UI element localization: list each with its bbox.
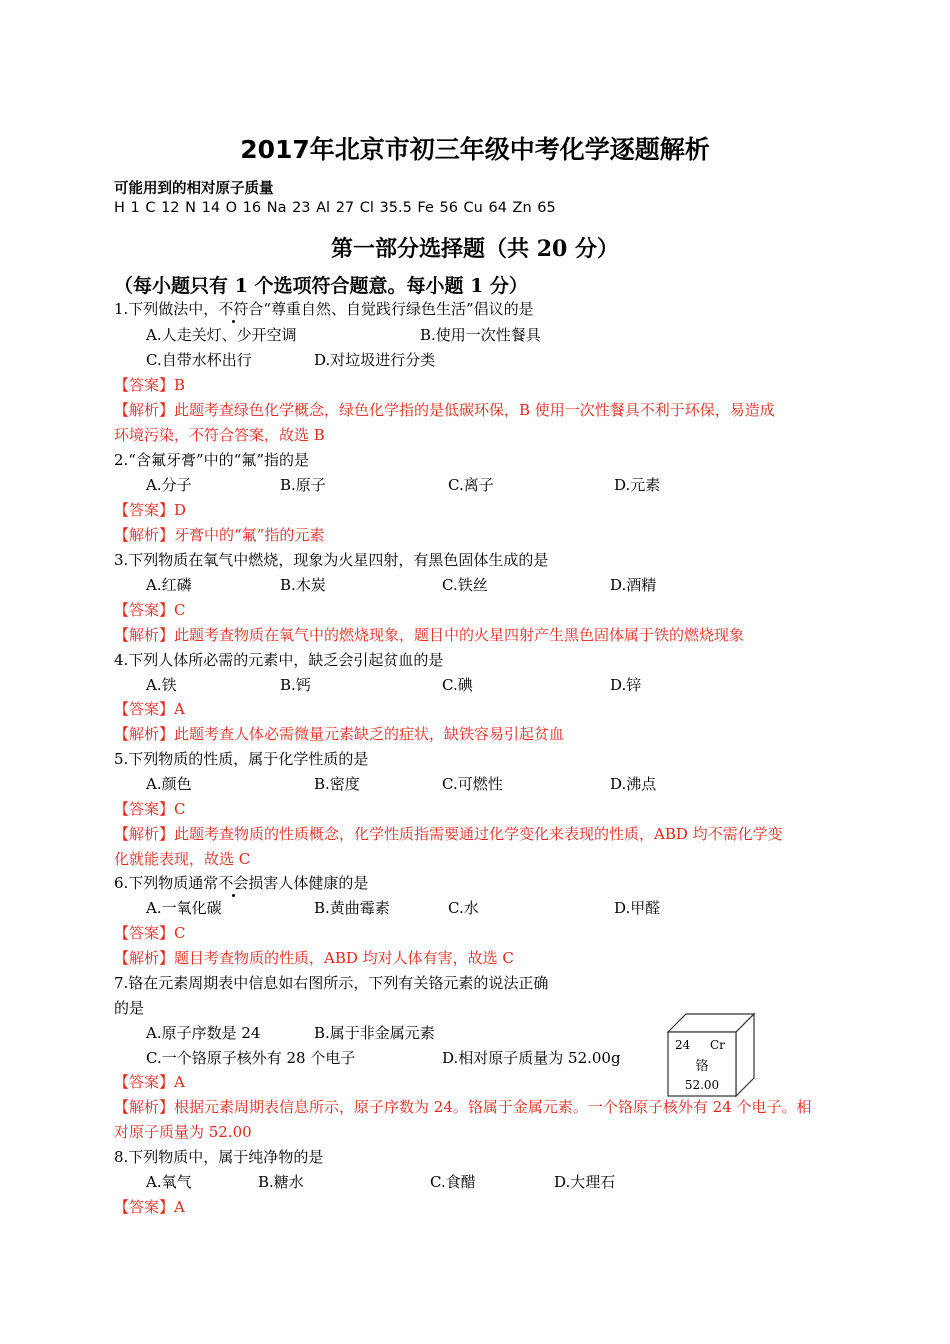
question-4-stem: 4.下列人体所必需的元素中，缺乏会引起贫血的是: [114, 651, 444, 669]
q2-option-c: C.离子: [448, 476, 494, 494]
q2-analysis: 【解析】牙膏中的“氟”指的元素: [114, 526, 325, 544]
q3-option-d: D.酒精: [610, 576, 657, 594]
q4-option-c: C.碘: [442, 676, 473, 694]
section-title: 第一部分选择题（共 20 分）: [331, 236, 619, 262]
question-7-stem-line-1: 7.铬在元素周期表中信息如右图所示，下列有关铬元素的说法正确: [114, 974, 549, 992]
element-name: 铬: [695, 1059, 709, 1074]
q7-analysis-line-1: 【解析】根据元素周期表信息所示，原子序数为 24。铬属于金属元素。一个铬原子核外有 24 个电子。相: [114, 1098, 812, 1116]
q7-option-a: A.原子序数是 24: [146, 1024, 261, 1042]
q5-analysis-line-2: 化就能表现，故选 C: [114, 850, 251, 868]
q2-option-a: A.分子: [146, 476, 192, 494]
q8-option-b: B.糖水: [258, 1173, 304, 1191]
q1-option-a: A.人走关灯、少开空调: [146, 326, 297, 344]
q6-option-b: B.黄曲霉素: [314, 899, 390, 917]
q2-option-b: B.原子: [280, 476, 326, 494]
section-note: （每小题只有 1 个选项符合题意。每小题 1 分）: [114, 275, 528, 297]
question-3-stem: 3.下列物质在氧气中燃烧，现象为火星四射，有黑色固体生成的是: [114, 551, 549, 569]
question-6-stem: 6.下列物质通常不会损害人体健康的是: [114, 874, 369, 892]
q4-option-b: B.钙: [280, 676, 311, 694]
q5-option-c: C.可燃性: [442, 775, 503, 793]
q1-analysis-line-2: 环境污染，不符合答案，故选 B: [114, 426, 325, 444]
q1-answer: 【答案】B: [114, 376, 186, 394]
q8-option-c: C.食醋: [430, 1173, 476, 1191]
q6-analysis: 【解析】题目考查物质的性质，ABD 均对人体有害，故选 C: [114, 949, 514, 967]
q4-analysis: 【解析】此题考查人体必需微量元素缺乏的症状，缺铁容易引起贫血: [114, 725, 565, 743]
q2-answer: 【答案】D: [114, 501, 187, 519]
q3-option-c: C.铁丝: [442, 576, 488, 594]
q3-answer: 【答案】C: [114, 601, 186, 619]
q6-option-d: D.甲醛: [614, 899, 661, 917]
q8-option-d: D.大理石: [554, 1173, 616, 1191]
element-atomic-number: 24: [675, 1038, 691, 1052]
q2-option-d: D.元素: [614, 476, 661, 494]
q1-analysis-line-1: 【解析】此题考查绿色化学概念，绿色化学指的是低碳环保，B 使用一次性餐具不利于环保，易造成: [114, 401, 775, 419]
q6-answer: 【答案】C: [114, 924, 186, 942]
atomic-mass-values: H 1 C 12 N 14 O 16 Na 23 Al 27 Cl 35.5 Fe 56 Cu 64 Zn 65: [114, 200, 556, 216]
q7-analysis-line-2: 对原子质量为 52.00: [114, 1123, 252, 1141]
q8-option-a: A.氧气: [146, 1173, 192, 1191]
q7-answer: 【答案】A: [114, 1073, 185, 1091]
q6-option-a: A.一氧化碳: [146, 899, 222, 917]
element-mass: 52.00: [684, 1078, 720, 1092]
chromium-element-card: [666, 1012, 756, 1098]
q5-option-b: B.密度: [314, 775, 360, 793]
q7-option-d: D.相对原子质量为 52.00g: [442, 1049, 621, 1067]
q4-option-a: A.铁: [146, 676, 177, 694]
q7-option-b: B.属于非金属元素: [314, 1024, 435, 1042]
q3-option-b: B.木炭: [280, 576, 326, 594]
question-2-stem: 2.“含氟牙膏”中的“氟”指的是: [114, 451, 309, 469]
q5-analysis-line-1: 【解析】此题考查物质的性质概念，化学性质指需要通过化学变化来表现的性质，ABD 均不需化学变: [114, 825, 783, 843]
q6-option-c: C.水: [448, 899, 479, 917]
q3-analysis: 【解析】此题考查物质在氧气中的燃烧现象，题目中的火星四射产生黑色固体属于铁的燃烧现象: [114, 626, 745, 644]
question-8-stem: 8.下列物质中，属于纯净物的是: [114, 1148, 324, 1166]
q1-option-d: D.对垃圾进行分类: [314, 351, 436, 369]
q3-option-a: A.红磷: [146, 576, 192, 594]
element-symbol: Cr: [710, 1038, 725, 1052]
q1-option-c: C.自带水杯出行: [146, 351, 252, 369]
q4-option-d: D.锌: [610, 676, 642, 694]
q1-option-b: B.使用一次性餐具: [420, 326, 541, 344]
atomic-mass-heading: 可能用到的相对原子质量: [114, 181, 274, 197]
page-title: 2017年北京市初三年级中考化学逐题解析: [240, 135, 710, 164]
q5-answer: 【答案】C: [114, 800, 186, 818]
question-1-stem: 1.下列做法中，不符合“尊重自然、自觉践行绿色生活”倡议的是: [114, 300, 534, 318]
q8-answer: 【答案】A: [114, 1198, 185, 1216]
q5-option-a: A.颜色: [146, 775, 192, 793]
question-7-stem-line-2: 的是: [114, 999, 145, 1017]
q5-option-d: D.沸点: [610, 775, 657, 793]
q7-option-c: C.一个铬原子核外有 28 个电子: [146, 1049, 356, 1067]
q4-answer: 【答案】A: [114, 700, 185, 718]
question-5-stem: 5.下列物质的性质，属于化学性质的是: [114, 750, 369, 768]
